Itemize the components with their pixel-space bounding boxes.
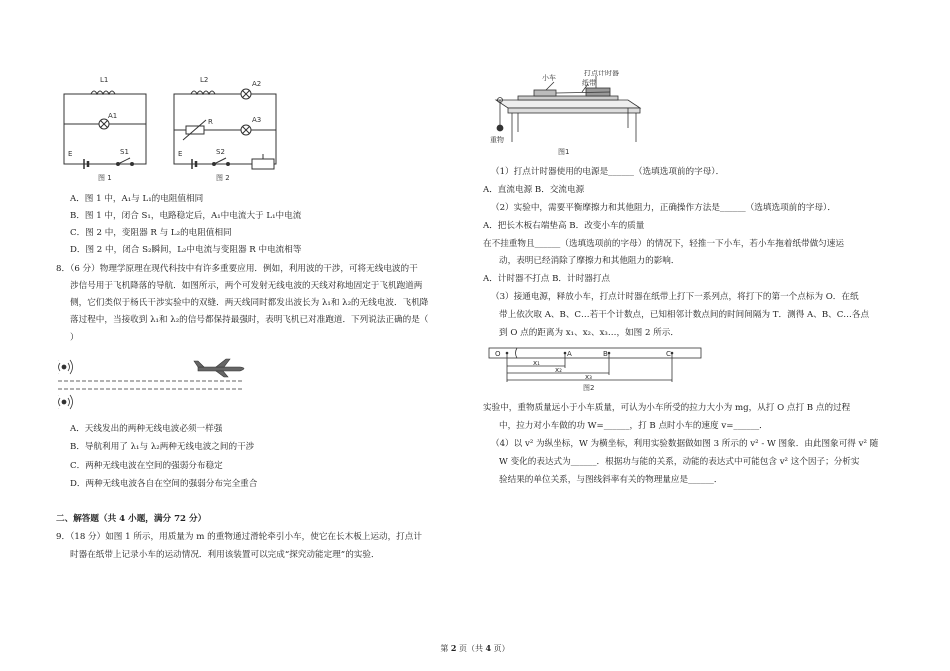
antenna-plane-figure <box>58 355 298 415</box>
section-2-heading: 二、解答题（共 4 小题，满分 72 分） <box>56 514 207 524</box>
label-l2: L2 <box>200 76 209 84</box>
q8-option-a: A．天线发出的两种无线电波必须一样强 <box>70 424 223 434</box>
caption-tape-fig2: 图2 <box>583 384 595 392</box>
label-a3: A3 <box>252 116 262 124</box>
footer-page-number: 2 <box>450 643 457 653</box>
q9-part2-options2: A．计时器不打点 B．计时器打点 <box>483 274 610 284</box>
q9-part3-line1: （3）接通电源，释放小车，打点计时器在纸带上打下一系列点，将打下的第一个点标为 O．在纸 <box>491 292 859 302</box>
q9-part2-line3: 在不挂重物且______（选填选项前的字母）的情况下，轻推一下小车，若小车拖着纸带做匀速运 <box>483 239 844 249</box>
label-point-c: C <box>666 350 671 358</box>
page-footer <box>0 643 950 654</box>
label-x3: x₃ <box>585 373 592 381</box>
label-s2: S2 <box>216 148 225 156</box>
label-e1: E <box>68 150 73 158</box>
footer-total-pages: 4 <box>485 643 492 653</box>
caption-fig2: 图 2 <box>216 174 230 182</box>
circuit-figures <box>56 68 306 186</box>
q8-option-b: B．导航利用了 λ₁与 λ₂两种无线电波之间的干涉 <box>70 442 255 452</box>
label-e2: E <box>178 150 183 158</box>
q7-option-b: B．图 1 中，闭合 S₁，电路稳定后，A₁中电流大于 L₁中电流 <box>70 211 302 221</box>
q9-part3-line2: 带上依次取 A、B、C…若干个计数点，已知相邻计数点间的时间间隔为 T．测得 A、B、C…各点 <box>499 310 870 320</box>
q8-line-5: ） <box>70 333 79 343</box>
q9-line-2: 时器在纸带上记录小车的运动情况．利用该装置可以完成“探究动能定理”的实验． <box>70 550 380 560</box>
label-a2: A2 <box>252 80 262 88</box>
weight <box>497 125 503 131</box>
label-s1: S1 <box>120 148 129 156</box>
label-x1: x₁ <box>533 359 540 367</box>
q9-part1: （1）打点计时器使用的电源是______（选填选项前的字母）． <box>491 167 725 177</box>
caption-apparatus-fig1: 图1 <box>558 148 570 156</box>
q9-work-line1: 实验中，重物质量远小于小车质量，可认为小车所受的拉力大小为 mg，从打 O 点打 B 点的过程 <box>483 403 851 413</box>
q9-work-line2: 中，拉力对小车做的功 W=______，打 B 点时小车的速度 v=______． <box>499 421 768 431</box>
q9-part2-options: A．把长木板右端垫高 B．改变小车的质量 <box>483 221 645 231</box>
table-top <box>496 100 640 108</box>
q9-part2-line4: 动，表明已经消除了摩擦力和其他阻力的影响． <box>499 256 680 266</box>
q8-line-2: 涉信号用于飞机降落的导航．如图所示，两个可发射无线电波的天线对称地固定于飞机跑道两 <box>70 281 423 291</box>
footer-middle: 页（共 <box>459 644 483 653</box>
label-point-b: B <box>603 350 608 358</box>
q9-line-1: 9．（18 分）如图 1 所示，用质量为 m 的重物通过滑轮牵引小车，使它在长木板上运动，打点计 <box>56 532 422 542</box>
label-timer: 打点计时器 <box>584 70 619 77</box>
q8-option-c: C．两种无线电波在空间的强弱分布稳定 <box>70 461 223 471</box>
q9-part4-line2: W 变化的表达式为______．根据功与能的关系，动能的表达式中可能包含 v² 这个因子；分析实 <box>499 457 860 467</box>
q8-option-d: D．两种无线电波各自在空间的强弱分布完全重合 <box>70 479 258 489</box>
apparatus-figure-1 <box>488 70 648 162</box>
label-l1: L1 <box>100 76 109 84</box>
caption-fig1: 图 1 <box>98 174 112 182</box>
q9-part3-line3: 到 O 点的距离为 x₁、x₂、x₃…，如图 2 所示． <box>499 328 679 338</box>
footer-suffix: 页） <box>493 644 510 653</box>
long-board <box>518 96 618 100</box>
q9-part4-line1: （4）以 v² 为纵坐标，W 为横坐标，利用实验数据做如图 3 所示的 v² - W 图象．由此图象可得 v² 随 <box>491 439 879 449</box>
antenna-top-icon <box>58 360 73 374</box>
q8-line-4: 落过程中，当接收到 λ₁和 λ₂的信号都保持最强时，表明飞机已对准跑道．下列说法正确的是（ <box>70 315 429 325</box>
tape-figure-2 <box>487 346 707 394</box>
q7-option-a: A．图 1 中，A₁与 L₁的电阻值相同 <box>70 194 204 204</box>
label-cart: 小车 <box>542 74 556 82</box>
label-point-a: A <box>567 350 572 358</box>
q9-part4-line3: 验结果的单位关系，与图线斜率有关的物理量应是______． <box>499 475 723 485</box>
label-point-o: O <box>495 350 501 358</box>
label-r: R <box>208 118 213 126</box>
label-tape: 纸带 <box>582 79 596 87</box>
label-weight: 重物 <box>490 136 504 144</box>
q8-line-3: 侧，它们类似于杨氏干涉实验中的双缝．两天线同时都发出波长为 λ₁和 λ₂的无线电波．飞机降 <box>70 298 429 308</box>
label-a1: A1 <box>108 112 118 120</box>
cart <box>534 90 556 96</box>
q9-part1-options: A．直流电源 B．交流电源 <box>483 185 585 195</box>
airplane-icon <box>194 359 244 377</box>
q7-option-d: D．图 2 中，闭合 S₂瞬间，L₂中电流与变阻器 R 中电流相等 <box>70 245 302 255</box>
label-x2: x₂ <box>555 366 562 374</box>
antenna-bottom-icon <box>58 395 73 409</box>
footer-prefix: 第 <box>440 644 449 653</box>
q8-line-1: 8．（6 分）物理学原理在现代科技中有许多重要应用．例如，利用波的干涉，可将无线电波的干 <box>56 264 418 274</box>
q9-part2: （2）实验中，需要平衡摩擦力和其他阻力，正确操作方法是______（选填选项前的字母）． <box>491 203 836 213</box>
q7-option-c: C．图 2 中，变阻器 R 与 L₂的电阻值相同 <box>70 228 232 238</box>
